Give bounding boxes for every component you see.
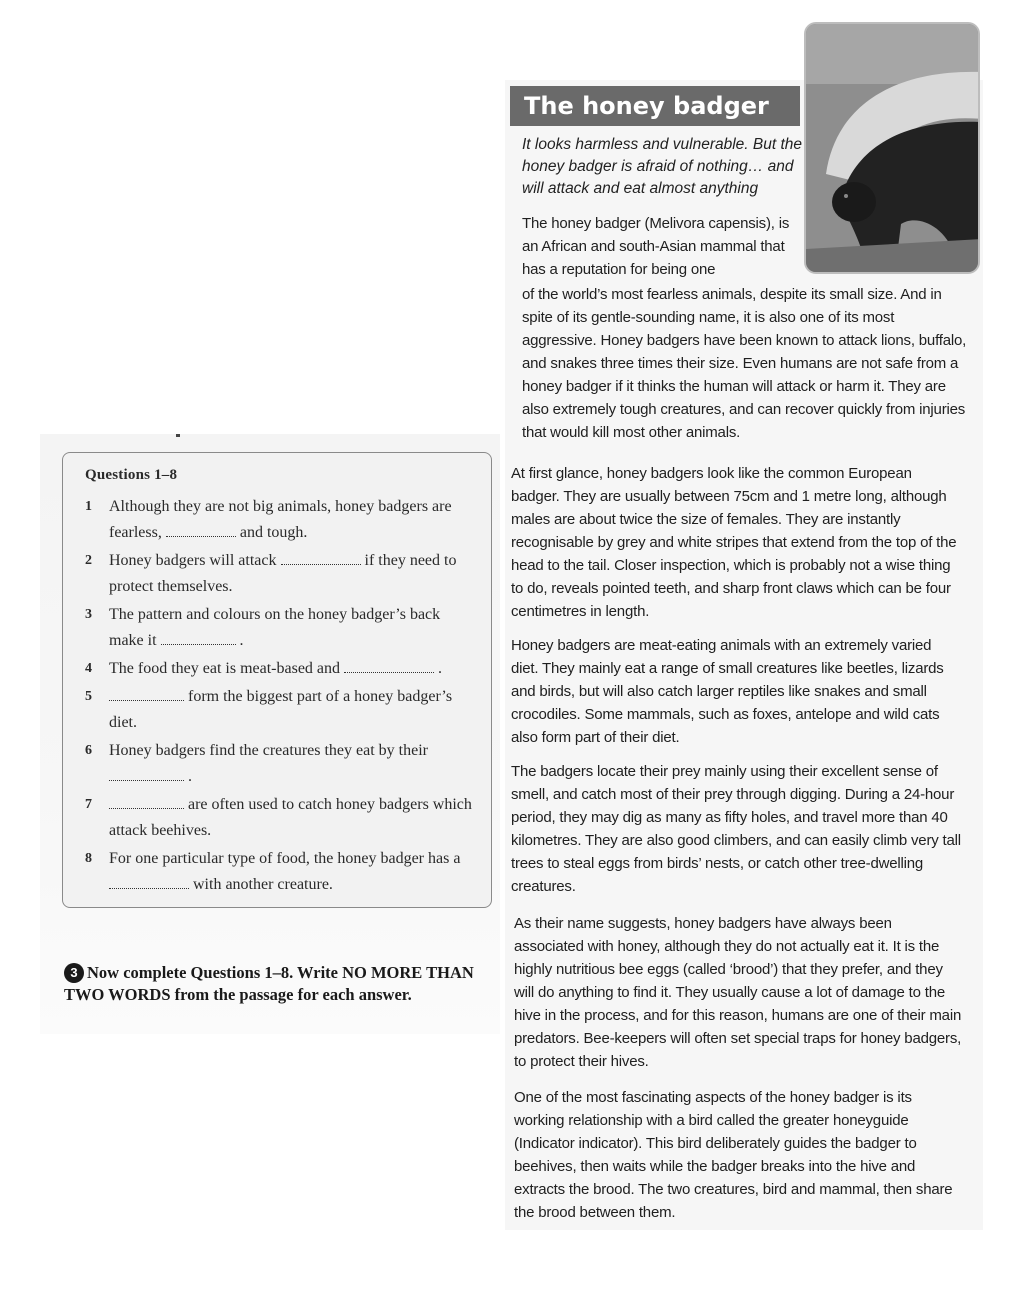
question-text-after: .	[239, 632, 244, 649]
questions-heading: Questions 1–8	[85, 467, 178, 483]
question-text	[109, 846, 475, 898]
article-paragraph: The honey badger (Melivora capensis), is an African and south-Asian mammal that has a reputation for being one	[522, 215, 790, 278]
question-text-after: are often used to catch honey badgers which attack beehives.	[109, 796, 472, 839]
question-text	[109, 684, 475, 736]
instruction-body: Now complete Questions 1–8. Write NO MORE THAN TWO WORDS from the passage for each answer.	[64, 963, 474, 1004]
article-paragraph: Honey badgers are meat-eating animals with an extremely varied diet. They mainly eat a range of small creatures like beetles, lizards and birds, but will also catch larger reptiles like snakes and small crocodiles. Some mammals, such as foxes, antelope and wild cats also form part of their diet.	[511, 637, 944, 746]
questions-box	[62, 452, 492, 908]
question-item	[85, 602, 475, 654]
questions-list	[85, 494, 475, 898]
question-number: 7	[85, 797, 92, 812]
article-paragraph: One of the most fascinating aspects of the honey badger is its working relationship with a bird called the greater honeyguide (Indicator indicator). This bird deliberately guides the badger to beehives, then waits while the badger breaks into the hive and extracts the brood. The two creatures, bird and mammal, then share the brood between them.	[514, 1089, 953, 1221]
question-item	[85, 494, 475, 546]
question-text-before: Although they are not big animals, honey badgers are fearless,	[109, 498, 452, 541]
answer-blank[interactable]	[166, 523, 236, 537]
honey-badger-photo	[804, 22, 980, 274]
answer-blank[interactable]	[281, 551, 361, 565]
article-title: The honey badger	[510, 86, 800, 126]
question-text-before: The food they eat is meat-based and	[109, 660, 341, 677]
question-number: 3	[85, 607, 92, 622]
answer-blank[interactable]	[161, 631, 236, 645]
question-text	[109, 548, 475, 600]
article-paragraph: of the world’s most fearless animals, despite its small size. And in spite of its gentle-sounding name, it is also one of its most aggressive. Honey badgers have been known to attack lions, buffalo, and snakes three times their size. Even humans are not safe from a honey badger if it thinks the human will attack or harm it. They are also extremely tough creatures, and can recover quickly from injuries that would kill most other animals.	[522, 286, 967, 441]
question-text-before: For one particular type of food, the honey badger has a	[109, 850, 461, 867]
article-paragraph: At first glance, honey badgers look like the common European badger. They are usually between 75cm and 1 metre long, although males are about twice the size of females. They are instantly recognisable by grey and white stripes that extend from the top of the head to the tail. Closer inspection, which is probably not a wise thing to do, reveals pointed teeth, and sharp front claws which can be four centimetres in length.	[511, 465, 957, 620]
question-item	[85, 846, 475, 898]
answer-blank[interactable]	[344, 659, 434, 673]
question-item	[85, 792, 475, 844]
question-text	[109, 602, 475, 654]
question-text-before: The pattern and colours on the honey badger’s back make it	[109, 606, 441, 649]
question-item	[85, 738, 475, 790]
article-paragraph: The badgers locate their prey mainly using their excellent sense of smell, and catch most of their prey through digging. During a 24-hour period, they may dig as many as fifty holes, and travel more than 40 kilometres. They are also good climbers, and can easily climb very tall trees to steal eggs from birds’ nests, or catch other tree-dwelling creatures.	[511, 763, 961, 895]
question-number: 5	[85, 689, 92, 704]
question-text	[109, 792, 475, 844]
answer-blank[interactable]	[109, 687, 184, 701]
question-item	[85, 684, 475, 736]
question-text	[109, 494, 475, 546]
question-number: 1	[85, 499, 92, 514]
question-number: 4	[85, 661, 92, 676]
question-text-after: and tough.	[239, 524, 308, 541]
instruction-text	[64, 962, 484, 1006]
step-number-badge: 3	[64, 963, 84, 983]
question-text-after: with another creature.	[193, 876, 333, 893]
answer-blank[interactable]	[109, 767, 184, 781]
article-lede: It looks harmless and vulnerable. But the honey badger is afraid of nothing… and will attack and eat almost anything	[522, 136, 803, 197]
answer-blank[interactable]	[109, 795, 184, 809]
question-text	[109, 656, 475, 682]
answer-blank[interactable]	[109, 875, 189, 889]
question-number: 8	[85, 851, 92, 866]
stray-mark	[176, 434, 180, 437]
question-text-after: form the biggest part of a honey badger’s diet.	[109, 688, 453, 731]
question-text-before: Honey badgers find the creatures they eat by their	[109, 742, 428, 759]
question-item	[85, 548, 475, 600]
question-text-after: .	[188, 768, 192, 785]
question-number: 2	[85, 553, 92, 568]
honey-badger-image	[806, 24, 980, 274]
question-text-before: Honey badgers will attack	[109, 552, 277, 569]
question-number: 6	[85, 743, 92, 758]
question-item	[85, 656, 475, 682]
question-text-after: if they need to protect themselves.	[109, 552, 457, 595]
article-paragraph: As their name suggests, honey badgers have always been associated with honey, although they do not actually eat it. It is the highly nutritious bee eggs (called ‘brood’) that they prefer, and they will do anything to find it. They usually cause a lot of damage to the hive in the process, and for this reason, humans are one of their main predators. Bee-keepers will often set special traps for honey badgers, to protect their hives.	[514, 915, 962, 1070]
question-text	[109, 738, 475, 790]
question-text-after: .	[438, 660, 443, 677]
